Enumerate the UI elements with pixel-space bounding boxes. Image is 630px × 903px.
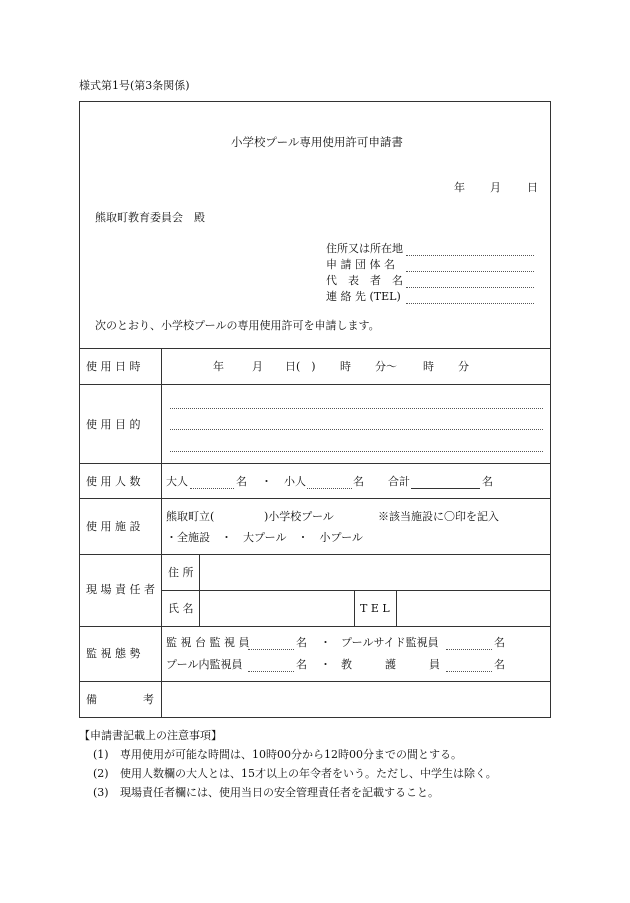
form-number: 様式第1号(第3条関係) <box>79 79 190 92</box>
date-day-label: 日 <box>527 181 538 194</box>
manager-tel-divider <box>396 590 397 626</box>
note-number: (2) <box>93 767 109 780</box>
supervision-sep-1: ・ <box>320 636 331 649</box>
supervision-firstaid-unit: 名 <box>494 658 505 671</box>
manager-tel-label: T E L <box>360 602 390 615</box>
datetime-label: 使 用 日 時 <box>86 360 141 373</box>
count-child-field[interactable] <box>307 488 352 489</box>
purpose-line-2[interactable] <box>170 429 543 430</box>
supervision-tower-label: 監 視 台 監 視 員 <box>166 636 250 649</box>
manager-address-label: 住 所 <box>168 566 194 579</box>
datetime-min-start: 分〜 <box>375 360 397 373</box>
count-adult-field[interactable] <box>190 488 234 489</box>
intro-text: 次のとおり、小学校プールの専用使用許可を申請します。 <box>95 319 380 332</box>
count-total-field[interactable] <box>411 488 480 489</box>
addressee: 熊取町教育委員会 殿 <box>95 211 205 224</box>
row-line <box>79 681 551 682</box>
row-line <box>79 463 551 464</box>
supervision-inpool-label: プール内監視員 <box>166 658 243 671</box>
facility-label: 使 用 施 設 <box>86 520 141 533</box>
facility-options: ・全施設 ・ 大プール ・ 小プール <box>166 531 363 544</box>
note-text: 現場責任者欄には、使用当日の安全管理責任者を記載すること。 <box>120 786 439 799</box>
manager-label: 現 場 責 任 者 <box>86 583 155 596</box>
purpose-line-1[interactable] <box>170 408 543 409</box>
datetime-year: 年 <box>213 360 224 373</box>
supervision-poolside-field[interactable] <box>446 649 492 650</box>
supervision-inpool-field[interactable] <box>248 671 294 672</box>
note-text: 専用使用が可能な時間は、10時00分から12時00分までの間とする。 <box>120 748 462 761</box>
note-number: (3) <box>93 786 109 799</box>
count-sep: ・ <box>261 475 272 488</box>
group-name-label: 申 請 団 体 名 <box>326 258 395 271</box>
supervision-poolside-unit: 名 <box>494 636 505 649</box>
supervision-firstaid-label: 教 護 員 <box>341 658 440 671</box>
supervision-poolside-label: プールサイド監視員 <box>341 636 439 649</box>
form-title: 小学校プール専用使用許可申請書 <box>231 135 403 149</box>
count-total-unit: 名 <box>482 475 493 488</box>
notes-heading: 【申請書記載上の注意事項】 <box>79 729 222 742</box>
row-line <box>161 590 551 591</box>
datetime-hour-start: 時 <box>340 360 351 373</box>
count-total: 合計 <box>388 475 410 488</box>
manager-tel-divider <box>354 590 355 626</box>
remarks-label-1: 備 <box>86 693 97 706</box>
note-number: (1) <box>93 748 109 761</box>
date-year-label: 年 <box>454 181 465 194</box>
row-line <box>79 498 551 499</box>
datetime-day: 日( ) <box>285 360 316 373</box>
manager-subdivider <box>199 554 200 626</box>
datetime-month: 月 <box>252 360 263 373</box>
facility-school-close: )小学校プール <box>264 510 334 523</box>
date-month-label: 月 <box>490 181 501 194</box>
supervision-inpool-unit: 名 <box>296 658 307 671</box>
table-top-line <box>79 348 551 349</box>
count-adult: 大人 <box>166 475 188 488</box>
facility-school-open: 熊取町立( <box>166 510 215 523</box>
purpose-line-3[interactable] <box>170 451 543 452</box>
supervision-firstaid-field[interactable] <box>446 671 492 672</box>
contact-field[interactable] <box>406 303 534 304</box>
row-line <box>79 554 551 555</box>
label-column-divider <box>161 348 162 717</box>
supervision-sep-2: ・ <box>320 658 331 671</box>
supervision-tower-unit: 名 <box>296 636 307 649</box>
address-field[interactable] <box>406 255 534 256</box>
address-label: 住所又は所在地 <box>326 242 403 255</box>
datetime-hour-end: 時 <box>423 360 434 373</box>
note-text: 使用人数欄の大人とは、15才以上の年令者をいう。ただし、中学生は除く。 <box>120 767 497 780</box>
datetime-min-end: 分 <box>458 360 469 373</box>
purpose-label: 使 用 目 的 <box>86 418 141 431</box>
count-label: 使 用 人 数 <box>86 475 141 488</box>
supervision-tower-field[interactable] <box>248 649 294 650</box>
row-line <box>79 626 551 627</box>
count-child: 小人 <box>284 475 306 488</box>
group-name-field[interactable] <box>406 271 534 272</box>
count-child-unit: 名 <box>353 475 364 488</box>
facility-note: ※該当施設に〇印を記入 <box>378 510 499 523</box>
supervision-label: 監 視 態 勢 <box>86 647 141 660</box>
row-line <box>79 384 551 385</box>
contact-label: 連 絡 先 (TEL) <box>326 290 401 303</box>
representative-label: 代 表 者 名 <box>326 274 403 287</box>
manager-name-label: 氏 名 <box>168 602 194 615</box>
representative-field[interactable] <box>406 287 534 288</box>
count-adult-unit: 名 <box>236 475 247 488</box>
remarks-label-2: 考 <box>143 693 154 706</box>
